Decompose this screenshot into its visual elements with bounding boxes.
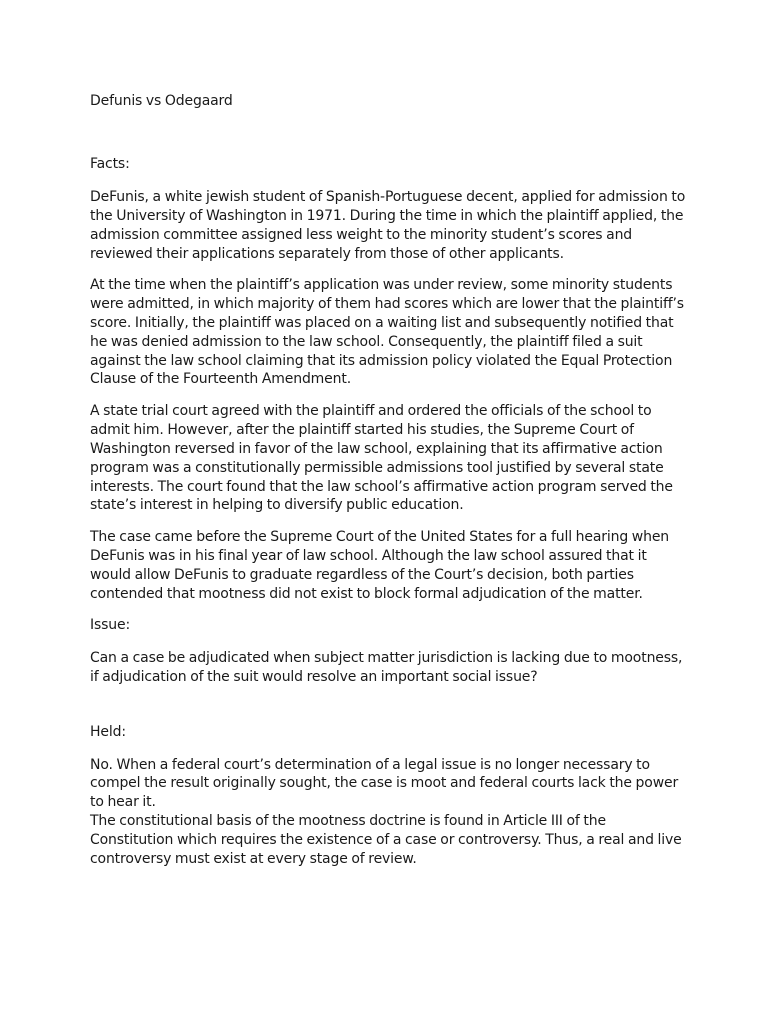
facts-heading: Facts: [90,155,130,172]
held-paragraph-2: The constitutional basis of the mootness doctrine is found in Article III of the Constitution which requires the existence of a case or controversy. Thus, a real and live controversy must exist at every stage of review. [90,813,682,868]
facts-paragraph-1: DeFunis, a white jewish student of Spanish-Portuguese decent, applied for admission to the University of Washington in 1971. During the time in which the plaintiff applied, the admission committee assigned less weight to the minority student’s scores and reviewed their applications separately from those of other applicants. [90,188,686,262]
issue-paragraph: Can a case be adjudicated when subject matter jurisdiction is lacking due to mootness, if adjudication of the suit would resolve an important social issue? [90,649,683,685]
document-title: Defunis vs Odegaard [90,93,233,109]
issue-heading: Issue: [90,616,131,633]
held-paragraph-1: No. When a federal court’s determination of a legal issue is no longer necessary to compel the result originally sought, the case is moot and federal courts lack the power to hear it. [90,756,679,811]
facts-paragraph-4: The case came before the Supreme Court of the United States for a full hearing when DeFunis was in his final year of law school. Although the law school assured that it would allow DeFunis to graduate regardless of the Court’s decision, both parties contended that mootness did not exist to block formal adjudication of the matter. [90,528,670,602]
document-page [90,92,690,869]
held-heading: Held: [90,723,126,740]
facts-paragraph-3: A state trial court agreed with the plaintiff and ordered the officials of the school to admit him. However, after the plaintiff started his studies, the Supreme Court of Washington reversed in favor of the law school, explaining that its affirmative action program was a constitutionally permissible admissions tool justified by several state interests. The court found that the law school’s affirmative action program served the state’s interest in helping to diversify public education. [90,402,673,514]
facts-paragraph-2: At the time when the plaintiff’s application was under review, some minority students were admitted, in which majority of them had scores which are lower that the plaintiff’s score. Initially, the plaintiff was placed on a waiting list and subsequently notified that he was denied admission to the law school. Consequently, the plaintiff filed a suit against the law school claiming that its admission policy violated the Equal Protection Clause of the Fourteenth Amendment. [90,276,684,388]
